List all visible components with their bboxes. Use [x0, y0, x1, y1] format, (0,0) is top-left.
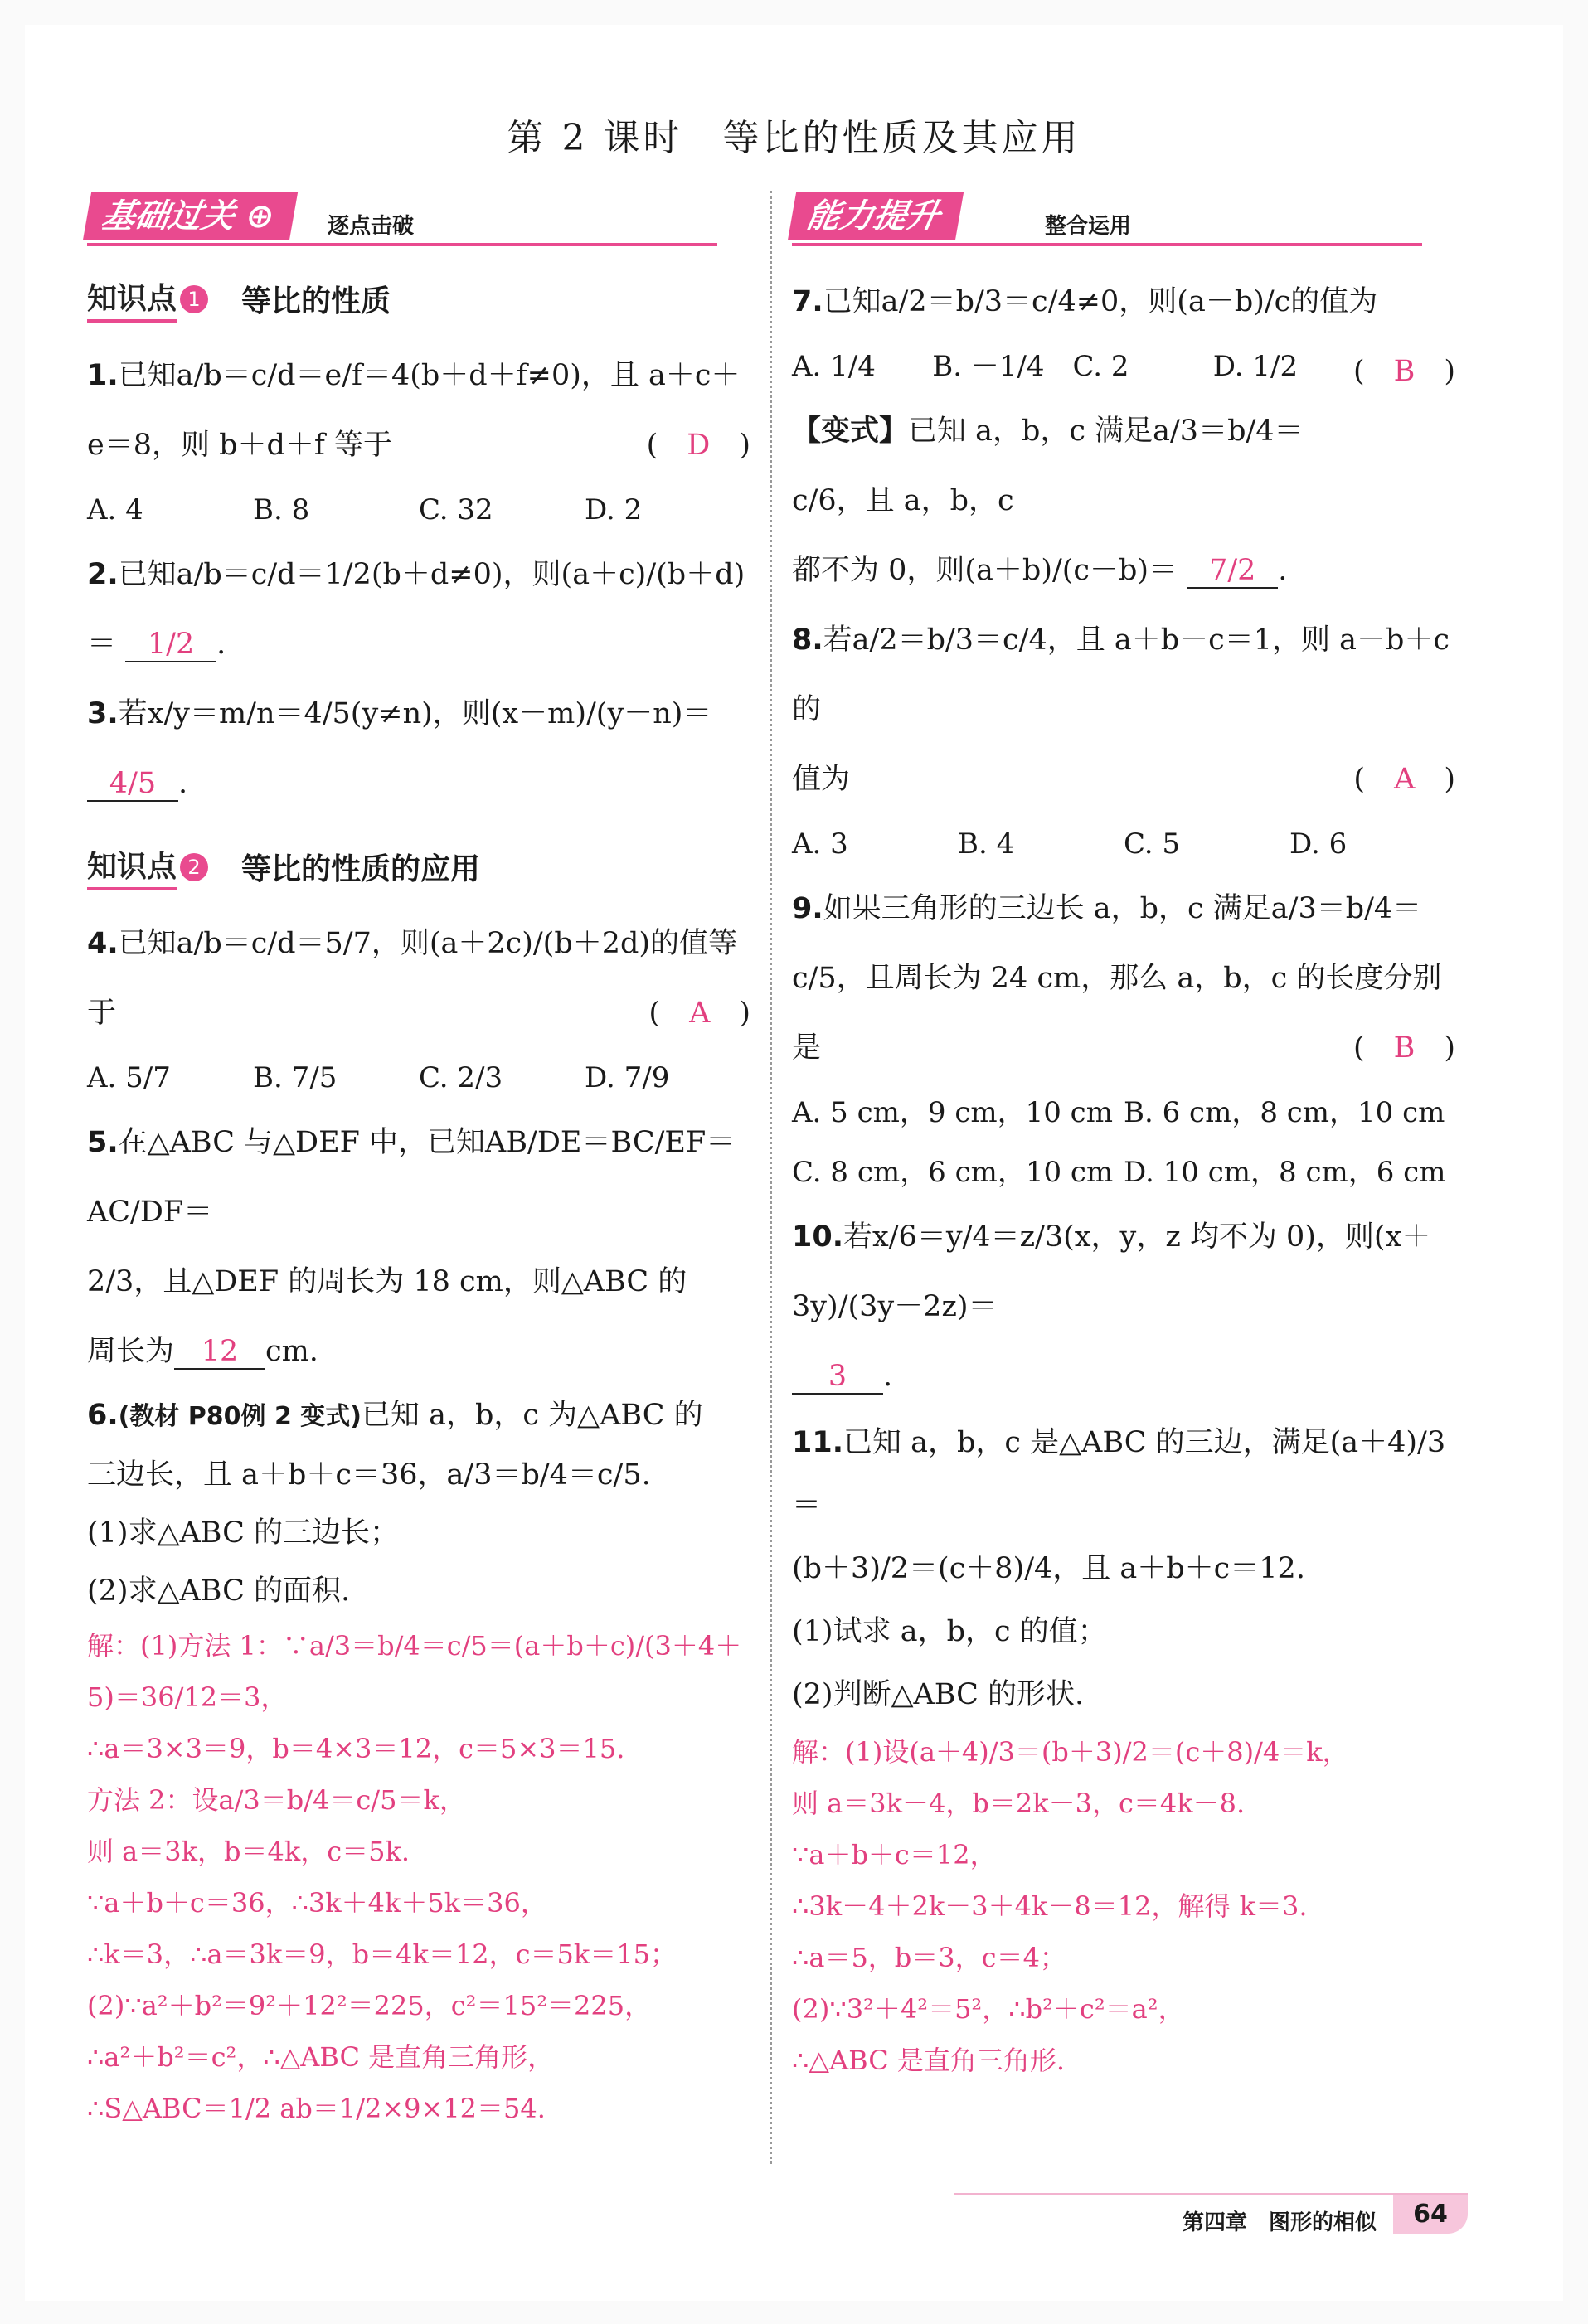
question-number: 10. [792, 1220, 844, 1254]
q6-solution [87, 1620, 750, 2134]
question-3: 3.若x/y＝m/n＝4/5(y≠n)，则(x－m)/(y－n)＝ 4/5 . [87, 697, 712, 800]
option: D. 10 cm，8 cm，6 cm [1124, 1156, 1446, 1189]
solution-line: ∴a²＋b²＝c²，∴△ABC 是直角三角形， [87, 2041, 555, 2073]
knowledge-point-2 [87, 843, 750, 890]
option: A. 1/4 [792, 350, 876, 383]
q1-options [87, 480, 750, 540]
solution-line: (2)∵3²＋4²＝5²，∴b²＋c²＝a²， [792, 1993, 1185, 2025]
basic-banner [87, 191, 750, 250]
question-number: 8. [792, 623, 823, 657]
option: A. 5/7 [87, 1061, 171, 1094]
q7-options [792, 337, 1353, 396]
question-text: 值为 [792, 763, 851, 796]
question-number: 4. [87, 927, 119, 960]
kp-title: 等比的性质的应用 [241, 852, 481, 886]
solution-line: 解：(1)设(a＋4)/3＝(b＋3)/2＝(c＋8)/4＝k， [792, 1736, 1349, 1768]
sub-question: (1)求△ABC 的三边长； [87, 1516, 400, 1550]
banner-subtitle: 逐点击破 [328, 214, 415, 239]
answer-paren: ( A ) [648, 997, 750, 1030]
question-11 [792, 1411, 1455, 1726]
kp-label: 知识点 [87, 275, 177, 323]
question-number: 2. [87, 558, 119, 591]
answer-blank: 12 [174, 1335, 265, 1370]
question-number: 9. [792, 892, 823, 925]
left-column [87, 191, 750, 2134]
question-text: 周长为 [87, 1335, 175, 1368]
question-1 [87, 341, 750, 480]
sub-question: (2)判断△ABC 的形状. [792, 1678, 1085, 1711]
option: B. 6 cm，8 cm，10 cm [1124, 1096, 1445, 1129]
q4-options [87, 1048, 750, 1108]
page-number: 64 [1393, 2195, 1468, 2234]
question-text: 已知 a，b，c 满足a/3＝b/4＝c/6，且 a，b，c [792, 415, 1304, 517]
question-source: (教材 P80例 2 变式) [118, 1402, 362, 1431]
question-5 [87, 1108, 750, 1386]
answer-paren: ( D ) [646, 429, 750, 462]
question-text: 已知 a，b，c 是△ABC 的三边，满足(a＋4)/3＝ [792, 1426, 1446, 1522]
question-text: 已知a/b＝c/d＝1/2(b＋d≠0)，则(a＋c)/(b＋d)＝ [87, 558, 745, 661]
option: C. 2 [1072, 350, 1129, 383]
option: B. 7/5 [253, 1061, 338, 1094]
option: B. 4 [958, 827, 1015, 861]
banner-underline [87, 243, 717, 246]
banner-subtitle: 整合运用 [1045, 214, 1132, 239]
answer: D [687, 429, 711, 462]
answer: A [689, 997, 711, 1030]
question-number: 7. [792, 285, 823, 318]
solution-line: 则 a＝3k，b＝4k，c＝5k. [87, 1836, 410, 1867]
question-text: 三边长，且 a＋b＋c＝36，a/3＝b/4＝c/5. [87, 1458, 651, 1492]
option: A. 3 [792, 827, 848, 861]
ability-banner [792, 191, 1455, 250]
answer-blank: 3 [792, 1360, 883, 1395]
question-text: 已知 a，b，c 为△ABC 的 [362, 1399, 703, 1432]
page-footer [954, 2193, 1468, 2235]
sub-question: (2)求△ABC 的面积. [87, 1574, 351, 1608]
question-text: 如果三角形的三边长 a，b，c 满足a/3＝b/4＝ [823, 892, 1422, 925]
question-number: 6. [87, 1399, 119, 1432]
option: D. 2 [585, 493, 643, 526]
question-10: 10.若x/6＝y/4＝z/3(x，y，z 均不为 0)，则(x＋3y)/(3y－2z)＝ 3 . [792, 1220, 1431, 1393]
chapter-title: 第四章 图形的相似 [1182, 2210, 1377, 2235]
question-4 [87, 909, 750, 1048]
answer: A [1394, 763, 1416, 796]
option: C. 32 [419, 493, 493, 526]
solution-line: 解：(1)方法 1：∵a/3＝b/4＝c/5＝(a＋b＋c)/(3＋4＋5)＝36/12＝3， [87, 1630, 742, 1713]
question-text: 已知a/2＝b/3＝c/4≠0，则(a－b)/c的值为 [823, 285, 1378, 318]
answer-blank: 7/2 [1187, 554, 1278, 589]
option: D. 6 [1289, 827, 1348, 861]
solution-line: ∴a＝5，b＝3，c＝4； [792, 1942, 1066, 1973]
solution-line: 方法 2：设a/3＝b/4＝c/5＝k， [87, 1784, 466, 1816]
banner-tag: 能力提升 [788, 192, 964, 240]
question-text: 已知a/b＝c/d＝5/7，则(a＋2c)/(b＋2d)的值等于 [87, 927, 738, 1030]
question-text: c/5，且周长为 24 cm，那么 a，b，c 的长度分别 [792, 962, 1442, 995]
q7-variant: 【变式】已知 a，b，c 满足a/3＝b/4＝c/6，且 a，b，c 都不为 0，则(a＋b)/(c－b)＝ 7/2 . [792, 415, 1304, 587]
question-text: 若x/6＝y/4＝z/3(x，y，z 均不为 0)，则(x＋3y)/(3y－2z)＝ [792, 1220, 1431, 1323]
q9-options [792, 1083, 1455, 1202]
question-text: 在△ABC 与△DEF 中，已知AB/DE＝BC/EF＝AC/DF＝ [87, 1126, 736, 1229]
answer: B [1393, 355, 1416, 388]
kp-number: 2 [180, 853, 208, 881]
question-text: (b＋3)/2＝(c＋8)/4，且 a＋b＋c＝12. [792, 1552, 1305, 1585]
question-8 [792, 605, 1455, 814]
question-text: 已知a/b＝c/d＝e/f＝4(b＋d＋f≠0)，且 a＋c＋ [118, 359, 741, 392]
option: C. 8 cm，6 cm，10 cm [792, 1156, 1114, 1189]
question-text: cm. [265, 1335, 318, 1368]
answer-paren: ( B ) [1352, 1031, 1455, 1065]
option: B. 8 [253, 493, 310, 526]
question-text: 都不为 0，则(a＋b)/(c－b)＝ [792, 554, 1178, 587]
solution-line: ∵a＋b＋c＝12， [792, 1839, 997, 1870]
option: A. 4 [87, 493, 143, 526]
question-text: 若a/2＝b/3＝c/4，且 a＋b－c＝1，则 a－b＋c 的 [792, 623, 1450, 726]
solution-line: ∴△ABC 是直角三角形. [792, 2045, 1066, 2076]
solution-line: ∴3k－4＋2k－3＋4k－8＝12，解得 k＝3. [792, 1890, 1308, 1922]
option: A. 5 cm，9 cm，10 cm [792, 1096, 1113, 1129]
question-number: 3. [87, 697, 119, 730]
solution-line: ∴a＝3×3＝9，b＝4×3＝12，c＝5×3＝15. [87, 1733, 625, 1764]
question-text: 若x/y＝m/n＝4/5(y≠n)，则(x－m)/(y－n)＝ [118, 697, 712, 730]
sub-question: (1)试求 a，b，c 的值； [792, 1615, 1107, 1648]
banner-tag: 基础过关 ⊕ [83, 192, 299, 240]
knowledge-point-1 [87, 275, 750, 323]
option: B. －1/4 [932, 350, 1045, 383]
question-text: 2/3，且△DEF 的周长为 18 cm，则△ABC 的 [87, 1265, 687, 1298]
solution-line: ∵a＋b＋c＝36，∴3k＋4k＋5k＝36， [87, 1887, 547, 1919]
q11-solution [792, 1726, 1455, 2086]
answer-paren: ( B ) [1352, 355, 1455, 388]
solution-line: 则 a＝3k－4，b＝2k－3，c＝4k－8. [792, 1788, 1246, 1819]
question-9 [792, 874, 1455, 1083]
question-number: 5. [87, 1126, 119, 1159]
solution-line: (2)∵a²＋b²＝9²＋12²＝225，c²＝15²＝225， [87, 1990, 652, 2021]
right-column [792, 191, 1455, 2086]
answer-blank: 4/5 [87, 767, 178, 802]
column-divider [770, 191, 772, 2164]
answer-paren: ( A ) [1353, 763, 1455, 796]
question-text: 是 [792, 1031, 822, 1065]
banner-underline [792, 243, 1422, 246]
option: D. 7/9 [585, 1061, 670, 1094]
question-6 [87, 1386, 750, 1620]
question-number: 1. [87, 359, 119, 392]
kp-label: 知识点 [87, 843, 177, 890]
q8-options [792, 814, 1455, 874]
option: D. 1/2 [1212, 350, 1299, 383]
question-text: e＝8，则 b＋d＋f 等于 [87, 429, 392, 462]
option: C. 5 [1124, 827, 1181, 861]
variant-label: 【变式】 [792, 415, 909, 448]
question-2: 2.已知a/b＝c/d＝1/2(b＋d≠0)，则(a＋c)/(b＋d)＝ 1/2 . [87, 558, 745, 661]
answer-blank: 1/2 [125, 628, 216, 662]
solution-line: ∴k＝3，∴a＝3k＝9，b＝4k＝12，c＝5k＝15； [87, 1938, 677, 1970]
question-number: 11. [792, 1426, 844, 1459]
answer: B [1393, 1031, 1416, 1065]
lesson-title: 第 2 课时 等比的性质及其应用 [507, 117, 1081, 159]
kp-number: 1 [180, 285, 208, 313]
option: C. 2/3 [419, 1061, 503, 1094]
solution-line: ∴S△ABC＝1/2 ab＝1/2×9×12＝54. [87, 2093, 546, 2124]
kp-title: 等比的性质 [241, 284, 391, 318]
